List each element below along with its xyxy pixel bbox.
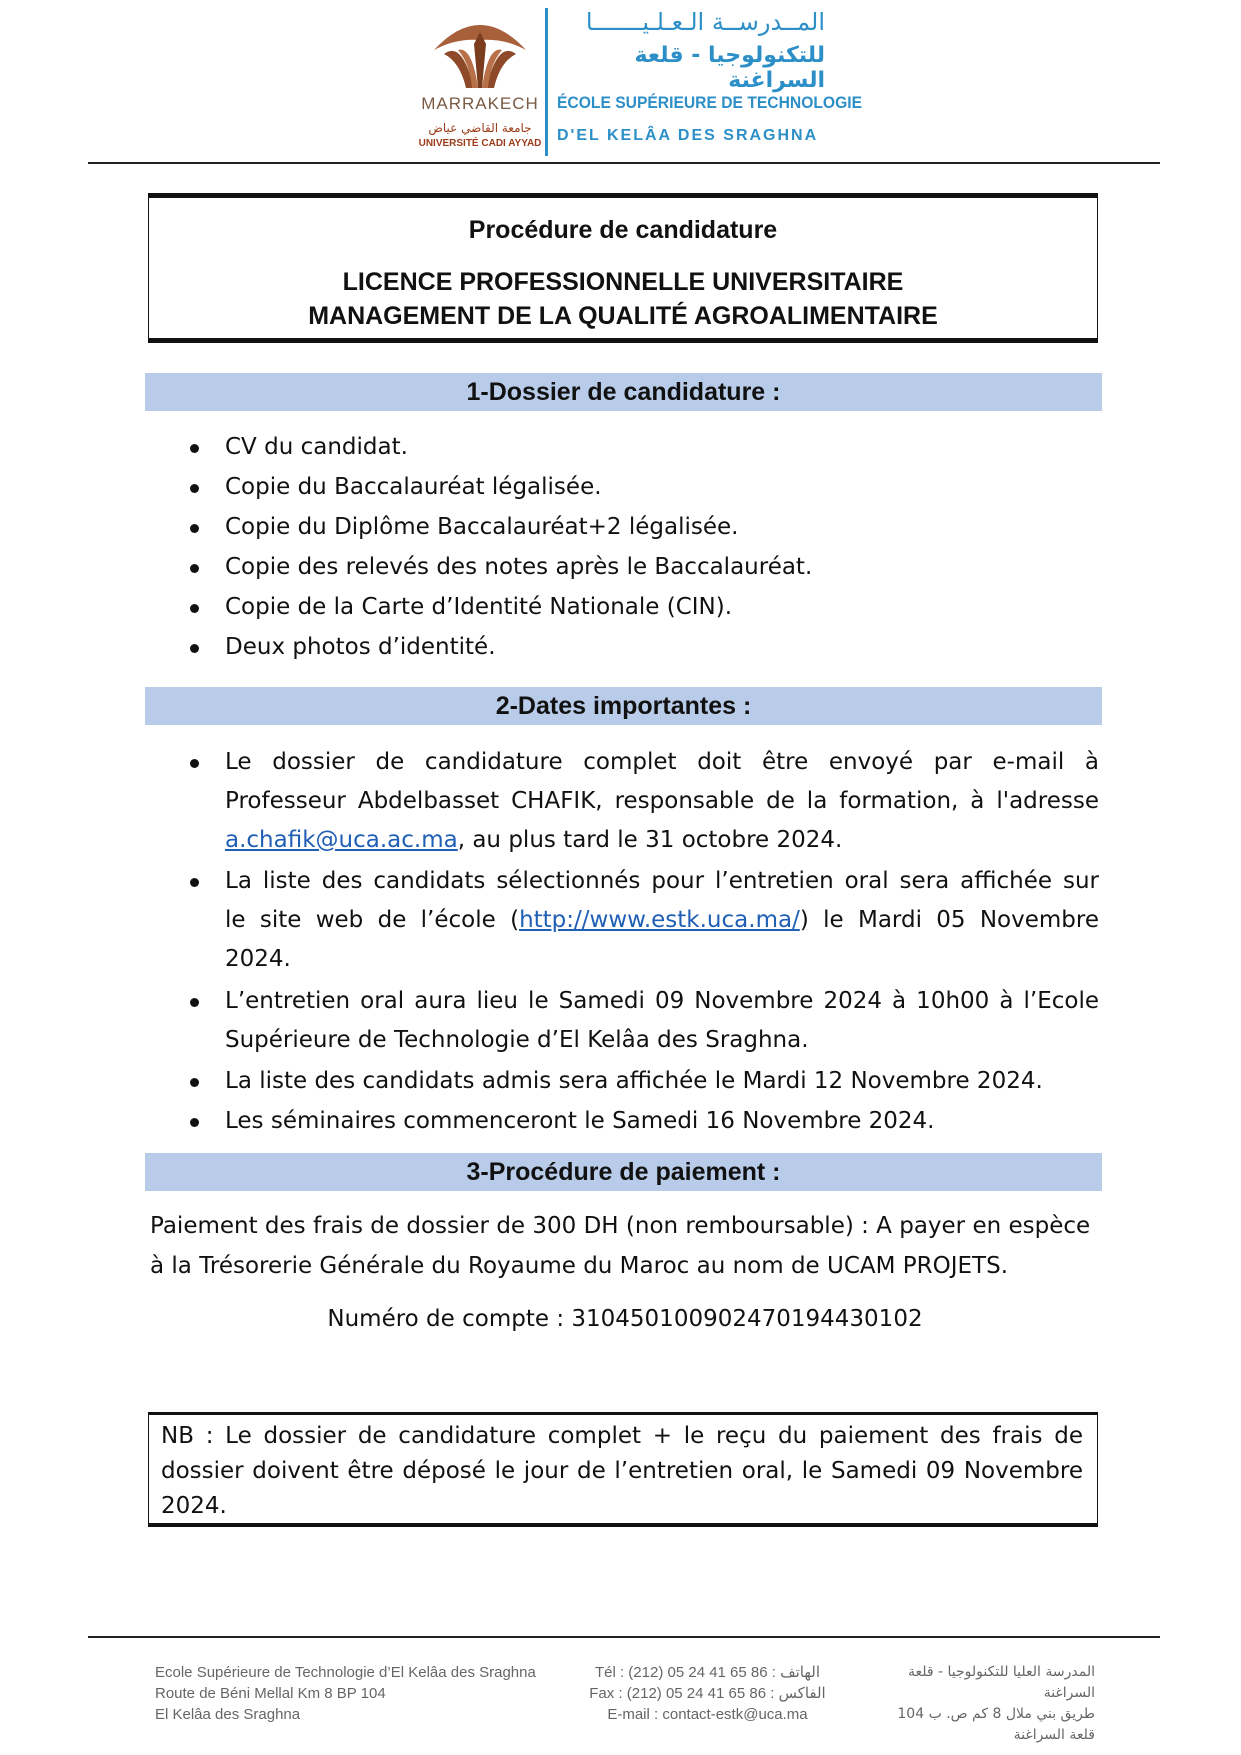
section-heading-paiement: 3-Procédure de paiement : xyxy=(145,1153,1102,1191)
school-name-french-line1: ÉCOLE SUPÉRIEURE DE TECHNOLOGIE xyxy=(557,93,863,112)
footer-address-french: Ecole Supérieure de Technologie d’El Kelâa des Sraghna Route de Béni Mellal Km 8 BP 104 El Kelâa des Sraghna xyxy=(155,1664,536,1723)
logo-city-text: MARRAKECH xyxy=(421,94,539,113)
nb-line2: dossier doivent être déposé le jour de l’entretien oral, le Samedi 09 Novembre xyxy=(161,1458,1083,1484)
nb-line1: NB : Le dossier de candidature complet + le reçu du paiement des frais de xyxy=(161,1423,1083,1449)
section-heading-dates: 2-Dates importantes : xyxy=(145,687,1102,725)
bullet-icon xyxy=(190,524,199,533)
bullet-icon xyxy=(190,1118,199,1127)
payment-text-line1: Paiement des frais de dossier de 300 DH (non remboursable) : A payer en espèce xyxy=(150,1213,1091,1239)
logo-university-arabic: جامعة القاضي عياض xyxy=(428,121,532,135)
nb-note-box xyxy=(148,1412,1098,1527)
header-rule xyxy=(88,162,1160,164)
footer-email: E-mail : contact-estk@uca.ma xyxy=(607,1706,808,1723)
bullet-icon xyxy=(190,878,199,887)
footer-address-arabic: المدرسة العليا للتكنولوجيا - قلعة السراغنة طريق بني ملال 8 كم ص. ب 104 قلعة السراغنة xyxy=(897,1664,1095,1743)
school-name-french-line2: D'EL KELÂA DES SRAGHNA xyxy=(557,127,819,144)
logo-university-french: UNIVERSITÉ CADI AYYAD xyxy=(418,138,542,149)
nb-line3: 2024. xyxy=(161,1493,227,1519)
payment-text-line2: à la Trésorerie Générale du Royaume du Maroc au nom de UCAM PROJETS. xyxy=(150,1253,1009,1279)
title-box xyxy=(148,193,1098,343)
bullet-icon xyxy=(190,759,199,768)
bullet-icon xyxy=(190,564,199,573)
section-heading-dossier: 1-Dossier de candidature : xyxy=(145,373,1102,411)
contact-email-link[interactable]: a.chafik@uca.ac.ma xyxy=(225,827,458,853)
bullet-icon xyxy=(190,444,199,453)
bullet-icon xyxy=(190,1078,199,1087)
school-name-arabic-line1: المــدرســة الـعـلـيـــــــا xyxy=(585,8,825,36)
bullet-icon xyxy=(190,644,199,653)
bullet-icon xyxy=(190,484,199,493)
school-name-arabic-line2: للتكنولوجيا - قلعة السراغنة xyxy=(634,43,825,93)
document-title: Procédure de candidature xyxy=(468,216,778,244)
bullet-icon xyxy=(190,998,199,1007)
logo-divider xyxy=(545,8,548,156)
program-title-line1: LICENCE PROFESSIONNELLE UNIVERSITAIRE xyxy=(342,268,904,296)
bullet-icon xyxy=(190,604,199,613)
footer-rule xyxy=(88,1636,1160,1638)
university-logo xyxy=(418,10,542,155)
footer-contact: Tél : (212) 05 24 41 65 86 : الهاتف Fax : (212) 05 24 41 65 86 : الفاكس E-mail : contact-estk@uca.ma xyxy=(585,1662,830,1725)
account-number: Numéro de compte : 310450100902470194430102 xyxy=(327,1306,923,1332)
school-website-link[interactable]: http://www.estk.uca.ma/ xyxy=(519,907,800,933)
cadi-ayyad-emblem-icon xyxy=(424,10,536,94)
program-title-line2: MANAGEMENT DE LA QUALITÉ AGROALIMENTAIRE xyxy=(308,302,938,330)
